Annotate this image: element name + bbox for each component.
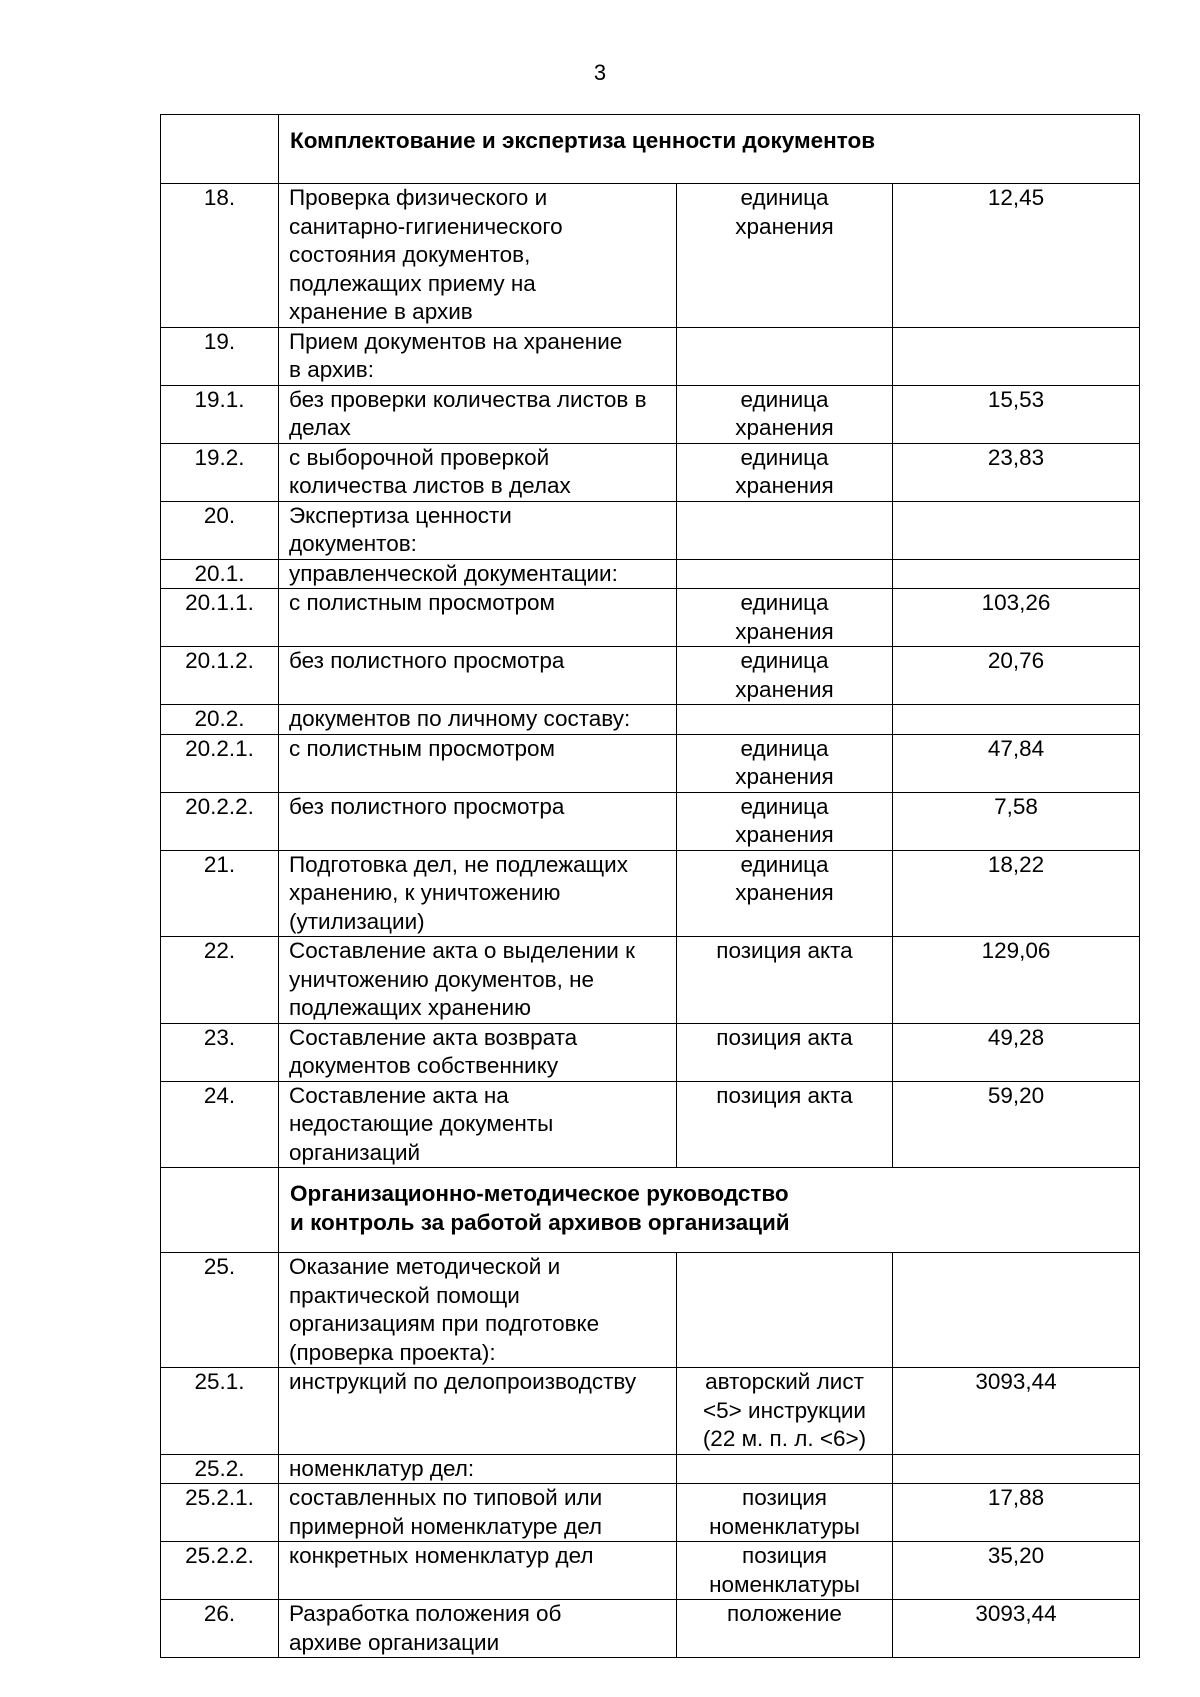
- table-row: [161, 705, 1140, 735]
- row-name: Прием документов на хранение в архив:: [279, 327, 677, 385]
- page-number: 3: [593, 60, 607, 85]
- row-number: 22.: [161, 937, 279, 1024]
- tariff-table: [160, 114, 1140, 1658]
- row-value: 12,45: [893, 184, 1140, 328]
- row-unit: [677, 1454, 893, 1484]
- row-number: 19.: [161, 327, 279, 385]
- empty-num-cell: [161, 1168, 279, 1253]
- row-name: с полистным просмотром: [279, 734, 677, 792]
- row-unit: единица хранения: [677, 589, 893, 647]
- table-row: [161, 1484, 1140, 1542]
- table-row: [161, 734, 1140, 792]
- row-name: без полистного просмотра: [279, 647, 677, 705]
- row-name: Разработка положения об архиве организации: [279, 1600, 677, 1658]
- row-name: конкретных номенклатур дел: [279, 1542, 677, 1600]
- row-name: инструкций по делопроизводству: [279, 1368, 677, 1455]
- row-unit: единица хранения: [677, 647, 893, 705]
- section-row: [161, 115, 1140, 184]
- row-value: [893, 1454, 1140, 1484]
- table-row: [161, 559, 1140, 589]
- row-value: 17,88: [893, 1484, 1140, 1542]
- row-value: 3093,44: [893, 1368, 1140, 1455]
- table-row: [161, 1454, 1140, 1484]
- row-value: 129,06: [893, 937, 1140, 1024]
- row-number: 20.1.: [161, 559, 279, 589]
- row-value: 47,84: [893, 734, 1140, 792]
- row-value: 103,26: [893, 589, 1140, 647]
- table-row: [161, 937, 1140, 1024]
- table-row: [161, 1600, 1140, 1658]
- row-value: 35,20: [893, 1542, 1140, 1600]
- row-name: Составление акта возврата документов собственнику: [279, 1023, 677, 1081]
- row-value: [893, 559, 1140, 589]
- table-row: [161, 792, 1140, 850]
- table-row: [161, 1368, 1140, 1455]
- row-value: 18,22: [893, 850, 1140, 937]
- table-row: [161, 184, 1140, 328]
- table-row: [161, 385, 1140, 443]
- row-value: 49,28: [893, 1023, 1140, 1081]
- row-value: [893, 327, 1140, 385]
- row-number: 25.1.: [161, 1368, 279, 1455]
- row-name: Проверка физического и санитарно-гигиенического состояния документов, подлежащих приему на хранение в архив: [279, 184, 677, 328]
- row-number: 25.2.2.: [161, 1542, 279, 1600]
- table-row: [161, 1023, 1140, 1081]
- row-unit: единица хранения: [677, 443, 893, 501]
- row-number: 25.2.1.: [161, 1484, 279, 1542]
- row-name: Оказание методической и практической помощи организациям при подготовке (проверка проекта):: [279, 1253, 677, 1368]
- table-row: [161, 501, 1140, 559]
- row-name: с полистным просмотром: [279, 589, 677, 647]
- row-number: 20.1.1.: [161, 589, 279, 647]
- row-name: управленческой документации:: [279, 559, 677, 589]
- row-unit: положение: [677, 1600, 893, 1658]
- row-number: 20.1.2.: [161, 647, 279, 705]
- table-row: [161, 443, 1140, 501]
- row-number: 20.: [161, 501, 279, 559]
- row-unit: единица хранения: [677, 385, 893, 443]
- row-name: номенклатур дел:: [279, 1454, 677, 1484]
- row-unit: единица хранения: [677, 184, 893, 328]
- row-number: 20.2.2.: [161, 792, 279, 850]
- row-number: 23.: [161, 1023, 279, 1081]
- empty-num-cell: [161, 115, 279, 184]
- row-value: 7,58: [893, 792, 1140, 850]
- row-value: 20,76: [893, 647, 1140, 705]
- row-unit: [677, 705, 893, 735]
- row-number: 24.: [161, 1081, 279, 1168]
- row-value: 15,53: [893, 385, 1140, 443]
- row-name: Подготовка дел, не подлежащих хранению, к уничтожению (утилизации): [279, 850, 677, 937]
- table-row: [161, 589, 1140, 647]
- table-row: [161, 647, 1140, 705]
- row-number: 25.: [161, 1253, 279, 1368]
- section-title: Комплектование и экспертиза ценности документов: [279, 115, 1140, 184]
- row-name: с выборочной проверкой количества листов в делах: [279, 443, 677, 501]
- row-value: [893, 1253, 1140, 1368]
- row-name: без полистного просмотра: [279, 792, 677, 850]
- row-number: 25.2.: [161, 1454, 279, 1484]
- table-row: [161, 1253, 1140, 1368]
- row-name: Экспертиза ценности документов:: [279, 501, 677, 559]
- row-number: 19.2.: [161, 443, 279, 501]
- row-number: 21.: [161, 850, 279, 937]
- row-number: 18.: [161, 184, 279, 328]
- row-number: 26.: [161, 1600, 279, 1658]
- row-value: 3093,44: [893, 1600, 1140, 1658]
- row-number: 20.2.1.: [161, 734, 279, 792]
- row-name: без проверки количества листов в делах: [279, 385, 677, 443]
- row-unit: единица хранения: [677, 850, 893, 937]
- row-value: 59,20: [893, 1081, 1140, 1168]
- row-value: [893, 501, 1140, 559]
- row-unit: [677, 501, 893, 559]
- row-name: Составление акта на недостающие документы организаций: [279, 1081, 677, 1168]
- row-unit: позиция номенклатуры: [677, 1542, 893, 1600]
- row-unit: [677, 1253, 893, 1368]
- row-name: составленных по типовой или примерной номенклатуре дел: [279, 1484, 677, 1542]
- row-unit: авторский лист <5> инструкции (22 м. п. л. <6>): [677, 1368, 893, 1455]
- row-unit: [677, 327, 893, 385]
- row-value: [893, 705, 1140, 735]
- row-name: Составление акта о выделении к уничтожению документов, не подлежащих хранению: [279, 937, 677, 1024]
- row-unit: позиция акта: [677, 1023, 893, 1081]
- row-value: 23,83: [893, 443, 1140, 501]
- row-unit: позиция номенклатуры: [677, 1484, 893, 1542]
- table-row: [161, 850, 1140, 937]
- section-row: [161, 1168, 1140, 1253]
- table-row: [161, 327, 1140, 385]
- row-unit: позиция акта: [677, 1081, 893, 1168]
- table-row: [161, 1542, 1140, 1600]
- row-unit: позиция акта: [677, 937, 893, 1024]
- row-unit: [677, 559, 893, 589]
- table-row: [161, 1081, 1140, 1168]
- section-title: Организационно-методическое руководство и контроль за работой архивов организаций: [279, 1168, 1140, 1253]
- row-unit: единица хранения: [677, 734, 893, 792]
- row-number: 20.2.: [161, 705, 279, 735]
- row-number: 19.1.: [161, 385, 279, 443]
- row-unit: единица хранения: [677, 792, 893, 850]
- row-name: документов по личному составу:: [279, 705, 677, 735]
